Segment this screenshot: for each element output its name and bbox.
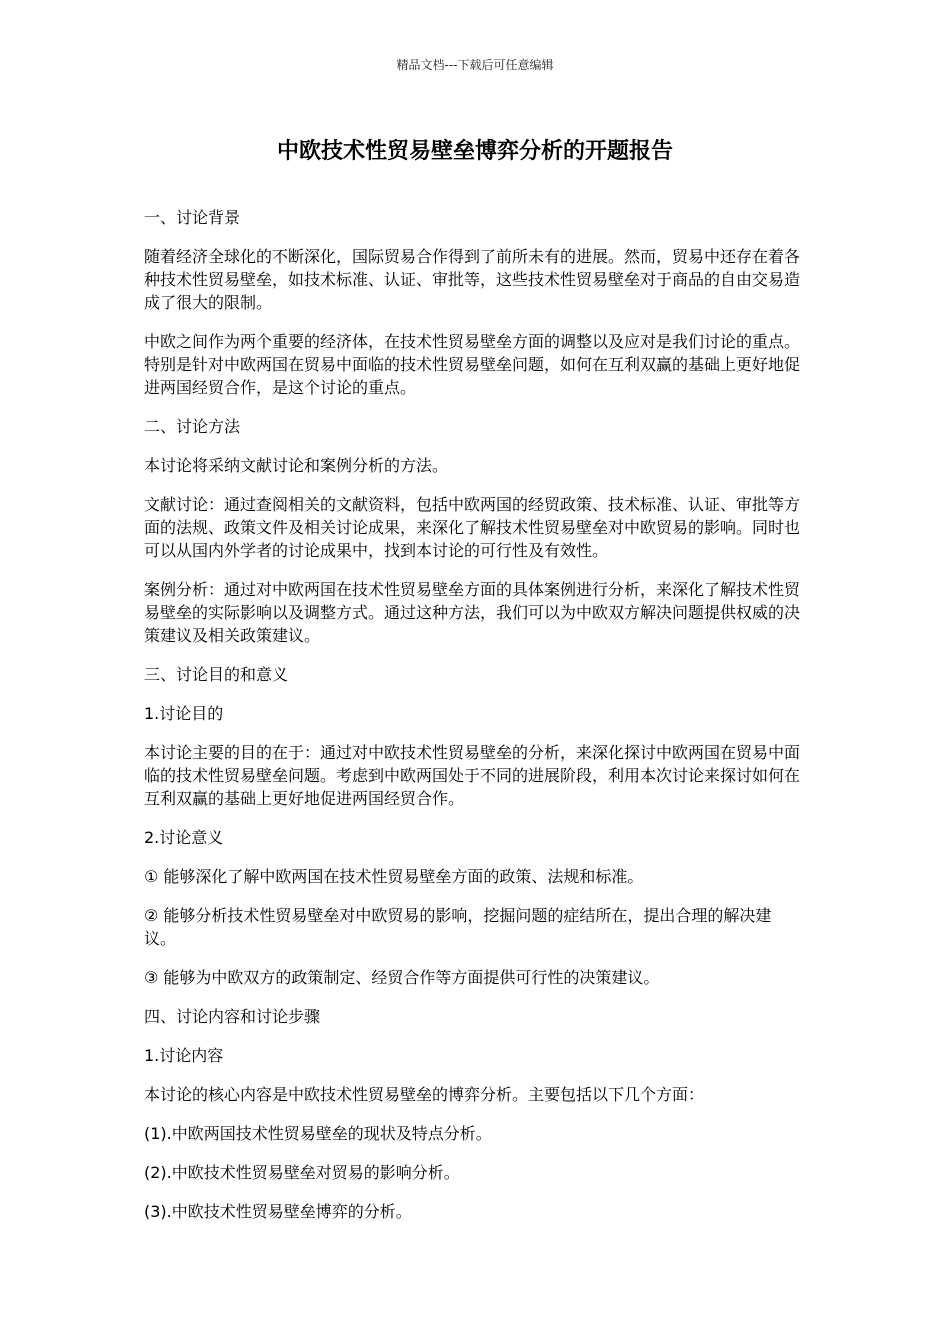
section-heading-content: 四、讨论内容和讨论步骤 [144,1007,321,1026]
list-item: (2).中欧技术性贸易壁垒对贸易的影响分析。 [144,1163,460,1182]
list-item: (3).中欧技术性贸易壁垒博弈的分析。 [144,1202,412,1221]
paragraph: 随着经济全球化的不断深化，国际贸易合作得到了前所未有的进展。然而，贸易中还存在着各种技术性贸易壁垒，如技术标准、认证、审批等，这些技术性贸易壁垒对于商品的自由交易造成了很大的限制。 [144,247,801,312]
paragraph: 本讨论主要的目的在于：通过对中欧技术性贸易壁垒的分析，来深化探讨中欧两国在贸易中面临的技术性贸易壁垒问题。考虑到中欧两国处于不同的进展阶段，利用本次讨论来探讨如何在互利双赢的基础上更好地促进两国经贸合作。 [144,743,801,808]
list-item: ③ 能够为中欧双方的政策制定、经贸合作等方面提供可行性的决策建议。 [144,968,660,987]
subsection-heading: 1.讨论内容 [144,1046,224,1065]
paragraph: 本讨论的核心内容是中欧技术性贸易壁垒的博弈分析。主要包括以下几个方面： [144,1085,705,1104]
paragraph: 文献讨论：通过查阅相关的文献资料，包括中欧两国的经贸政策、技术标准、认证、审批等方面的法规、政策文件及相关讨论成果，来深化了解技术性贸易壁垒对中欧贸易的影响。同时也可以从国内外学者的讨论成果中，找到本讨论的可行性及有效性。 [144,495,801,560]
paragraph: 案例分析：通过对中欧两国在技术性贸易壁垒方面的具体案例进行分析，来深化了解技术性贸易壁垒的实际影响以及调整方式。通过这种方法，我们可以为中欧双方解决问题提供权威的决策建议及相关政策建议。 [144,580,801,645]
section-heading-purpose: 三、讨论目的和意义 [144,665,289,684]
section-heading-background: 一、讨论背景 [144,208,241,227]
list-item: ② 能够分析技术性贸易壁垒对中欧贸易的影响，挖掘问题的症结所在，提出合理的解决建议。 [144,906,772,948]
header-note: 精品文档---下载后可任意编辑 [396,58,554,72]
section-heading-method: 二、讨论方法 [144,417,241,436]
document-title: 中欧技术性贸易壁垒博弈分析的开题报告 [276,139,673,164]
document-body [144,206,800,1239]
paragraph: 中欧之间作为两个重要的经济体，在技术性贸易壁垒方面的调整以及应对是我们讨论的重点。特别是针对中欧两国在贸易中面临的技术性贸易壁垒问题，如何在互利双赢的基础上更好地促进两国经贸合作，是这个讨论的重点。 [144,332,801,397]
paragraph: 本讨论将采纳文献讨论和案例分析的方法。 [144,456,449,475]
list-item: ① 能够深化了解中欧两国在技术性贸易壁垒方面的政策、法规和标准。 [144,867,644,886]
subsection-heading: 1.讨论目的 [144,704,224,723]
list-item: (1).中欧两国技术性贸易壁垒的现状及特点分析。 [144,1124,492,1143]
subsection-heading: 2.讨论意义 [144,828,224,847]
